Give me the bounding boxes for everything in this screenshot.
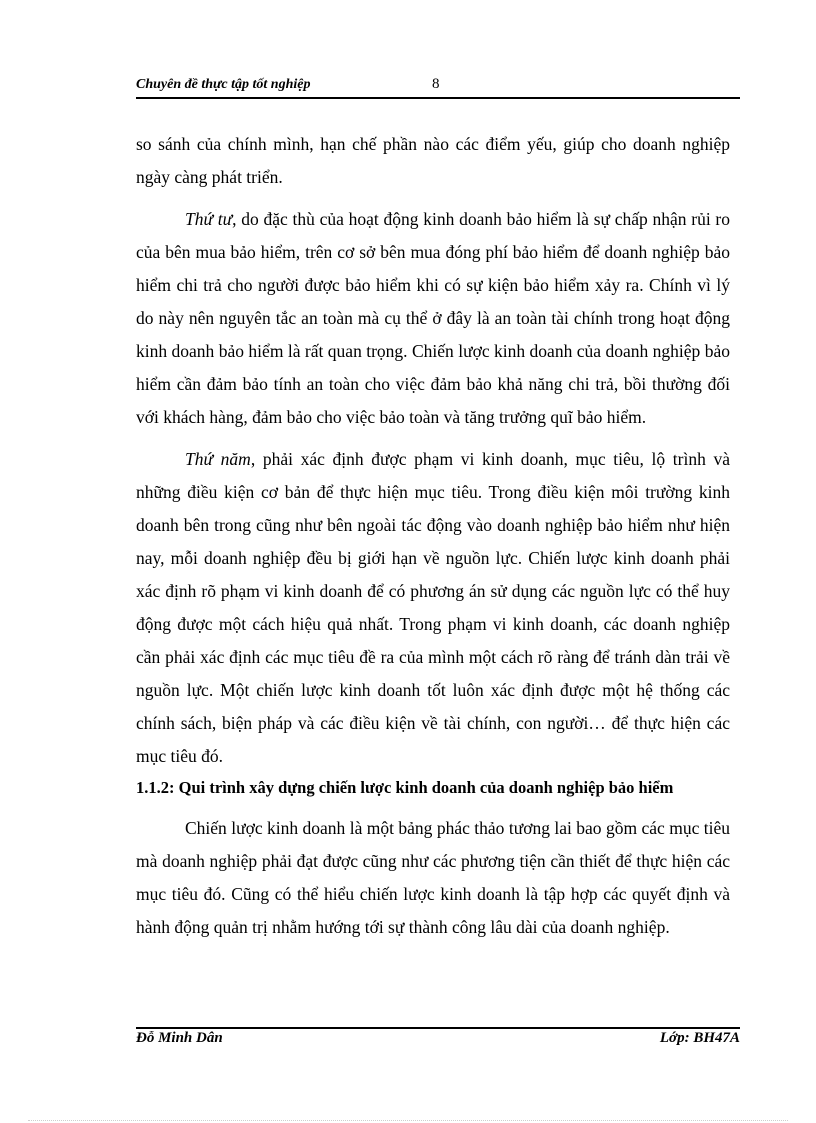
paragraph-2-lead: Thứ tư [185,209,233,229]
paragraph-3 [136,443,730,773]
footer-class: Lớp: BH47A [659,1030,740,1046]
page-edge-divider [28,1120,788,1121]
footer-author: Đỗ Minh Dân [136,1030,223,1046]
paragraph-3-lead: Thứ năm [185,449,251,469]
page-header [136,75,740,99]
footer-divider [136,1027,740,1029]
paragraph-4: Chiến lược kinh doanh là một bảng phác thảo tương lai bao gồm các mục tiêu mà doanh nghiệp phải đạt được cũng như các phương tiện cần thiết để thực hiện các mục tiêu đó. Cũng có thể hiểu chiến lược kinh doanh là tập hợp các quyết định và hành động quản trị nhằm hướng tới sự thành công lâu dài của doanh nghiệp. [136,818,730,937]
paragraph-3-text: , phải xác định được phạm vi kinh doanh, mục tiêu, lộ trình và những điều kiện cơ bản để thực hiện mục tiêu. Trong điều kiện môi trường kinh doanh bên trong cũng như bên ngoài tác động vào doanh nghiệp bảo hiểm như hiện nay, mỗi doanh nghiệp đều bị giới hạn về nguồn lực. Chiến lược kinh doanh phải xác định rõ phạm vi kinh doanh để có phương án sử dụng các nguồn lực có thể huy động được một cách hiệu quả nhất. Trong phạm vi kinh doanh, các doanh nghiệp cần phải xác định các mục tiêu đề ra của mình một cách rõ ràng để tránh dàn trải về nguồn lực. Một chiến lược kinh doanh tốt luôn xác định được một hệ thống các chính sách, biện pháp và các điều kiện về tài chính, con người… để thực hiện các mục tiêu đó. [136,449,730,766]
document-body [136,128,730,944]
section-heading: 1.1.2: Qui trình xây dựng chiến lược kinh doanh của doanh nghiệp bảo hiểm [136,778,674,797]
paragraph-2-text: , do đặc thù của hoạt động kinh doanh bảo hiểm là sự chấp nhận rủi ro của bên mua bảo hiểm, trên cơ sở bên mua đóng phí bảo hiểm để doanh nghiệp bảo hiểm chi trả cho người được bảo hiểm khi có sự kiện bảo hiểm xảy ra. Chính vì lý do này nên nguyên tắc an toàn mà cụ thể ở đây là an toàn tài chính trong hoạt động kinh doanh bảo hiểm là rất quan trọng. Chiến lược kinh doanh của doanh nghiệp bảo hiểm cần đảm bảo tính an toàn cho việc đảm bảo khả năng chi trả, bồi thường đối với khách hàng, đảm bảo cho việc bảo toàn và tăng trưởng quĩ bảo hiểm. [136,209,730,427]
page-number: 8 [432,76,440,92]
header-title: Chuyên đề thực tập tốt nghiệp [136,77,311,92]
paragraph-2 [136,203,730,434]
paragraph-1: so sánh của chính mình, hạn chế phần nào các điểm yếu, giúp cho doanh nghiệp ngày càng phát triển. [136,134,730,187]
